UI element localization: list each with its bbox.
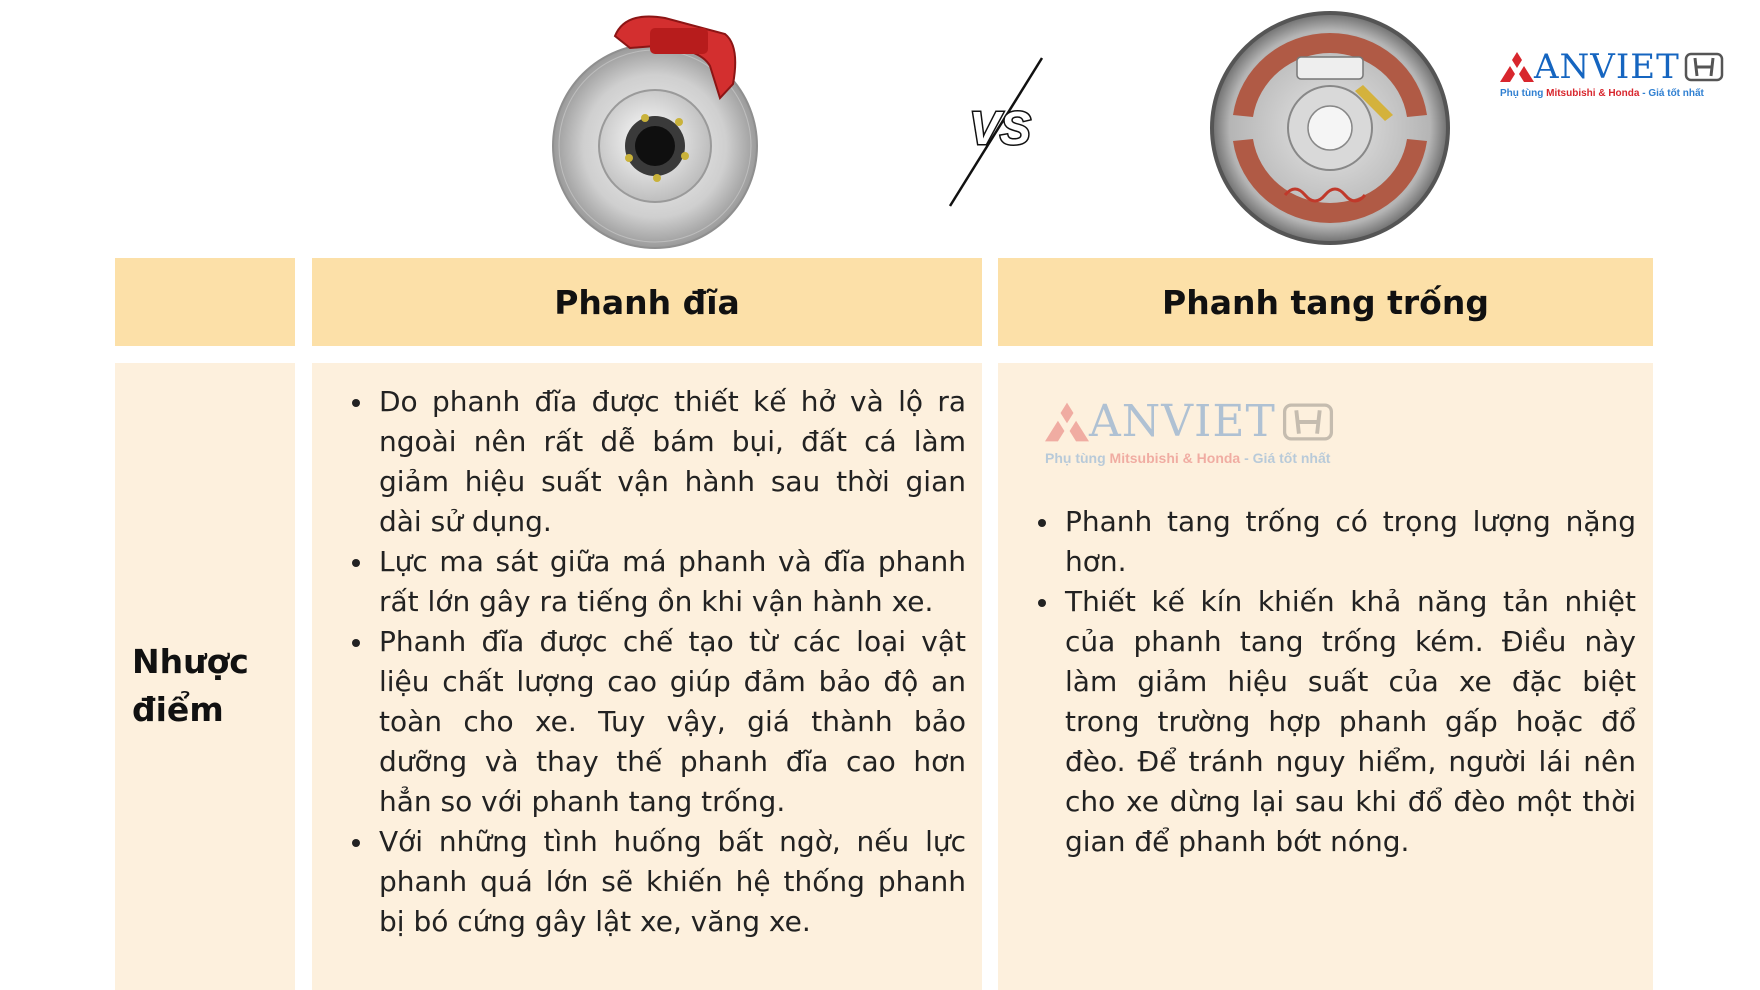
anviet-watermark-logo (1045, 396, 1345, 466)
logo-tagline: Phụ tùng Mitsubishi & Honda - Giá tốt nhất (1500, 88, 1704, 99)
mitsubishi-diamonds-icon (1500, 52, 1534, 82)
drum-disadvantages-list (998, 502, 1636, 862)
list-item: Phanh tang trống có trọng lượng nặng hơn. (998, 502, 1636, 582)
header-blank-cell (115, 258, 295, 346)
mitsubishi-diamonds-icon (1045, 402, 1089, 442)
list-item: Lực ma sát giữa má phanh và đĩa phanh rất lớn gây ra tiếng ồn khi vận hành xe. (312, 542, 966, 622)
honda-emblem-icon (1282, 402, 1334, 442)
watermark-brand-text: ANVIET (1089, 396, 1276, 447)
drum-brake-image (1205, 5, 1455, 250)
watermark-tagline: Phụ tùng Mitsubishi & Honda - Giá tốt nhất (1045, 450, 1331, 466)
list-item: Thiết kế kín khiến khả năng tản nhiệt của phanh tang trống kém. Điều này làm giảm hiệu suất của xe đặc biệt trong trường hợp phanh gấp hoặc đổ đèo. Để tránh nguy hiểm, người lái nên cho xe dừng lại sau khi đổ đèo một thời gian để phanh bớt nóng. (998, 582, 1636, 862)
disc-brake-image (535, 6, 785, 251)
list-item: Phanh đĩa được chế tạo từ các loại vật liệu chất lượng cao giúp đảm bảo độ an toàn cho xe. Tuy vậy, giá thành bảo dưỡng và thay thế phanh đĩa cao hơn hẳn so với phanh tang trống. (312, 622, 966, 822)
disc-disadvantages-list (312, 382, 966, 942)
list-item: Do phanh đĩa được thiết kế hở và lộ ra ngoài nên rất dễ bám bụi, đất cá làm giảm hiệu suất vận hành sau thời gian dài sử dụng. (312, 382, 966, 542)
header-drum-brake: Phanh tang trống (998, 258, 1653, 346)
anviet-logo (1500, 47, 1745, 99)
honda-emblem-icon (1684, 52, 1724, 82)
vs-label: VS (969, 102, 1031, 154)
list-item: Với những tình huống bất ngờ, nếu lực phanh quá lớn sẽ khiến hệ thống phanh bị bó cứng gây lật xe, văng xe. (312, 822, 966, 942)
vs-divider (940, 52, 1060, 212)
row-label-disadvantages: Nhược điểm (132, 642, 249, 729)
header-disc-brake: Phanh đĩa (312, 258, 982, 346)
disc-disadvantages-cell (312, 363, 982, 990)
row-label-cell (115, 363, 295, 990)
logo-brand-text: ANVIET (1534, 47, 1680, 87)
